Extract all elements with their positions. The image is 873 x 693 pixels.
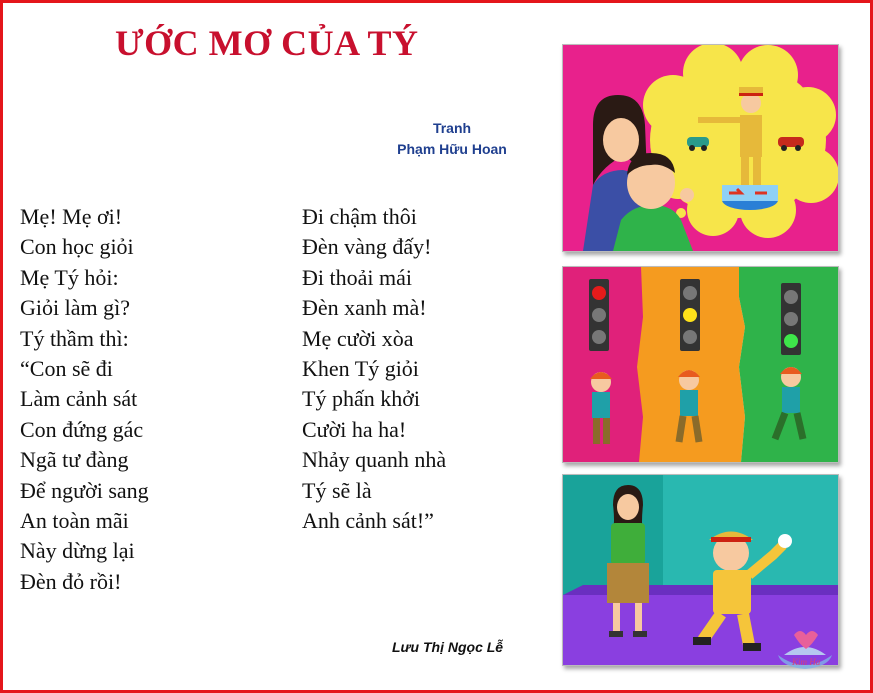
poem-line: Đèn đỏ rồi! [20,568,122,594]
poem-line: Cười ha ha! [302,416,407,442]
poem-line: Đi chậm thôi [302,204,417,229]
poem-line: Tý sẽ là [302,477,372,503]
poem-line: Giỏi làm gì? [20,295,130,321]
poem-line: Mẹ cười xòa [302,325,414,351]
illustration-credit [388,118,516,160]
poem-line: Nhảy quanh nhà [302,447,447,473]
poem-line: Tý phấn khởi [302,386,420,412]
poem-line: Mẹ Tý hỏi: [20,264,119,290]
traffic-light-yellow [680,279,700,351]
illustration-traffic-lights [562,266,839,463]
poem-line: “Con sẽ đi [20,356,113,382]
kim-ha-logo [770,615,840,675]
poem-line: Đèn vàng đấy! [302,234,432,260]
logo-text: Kim Ha [792,657,821,667]
credit-artist: Phạm Hữu Hoan [397,141,507,157]
poem-title: ƯỚC MƠ CỦA TÝ [115,23,419,63]
poem-line: Này dừng lại [20,538,135,564]
poem-line: Con học giỏi [20,234,134,260]
poem-line: Làm cảnh sát [20,386,138,412]
traffic-light-green [781,283,801,355]
poem-line: Đèn xanh mà! [302,295,427,321]
poem-line: Ngã tư đàng [20,447,129,473]
poem-line: Tý thầm thì: [20,325,129,351]
mother-child-illustration [563,45,838,251]
credit-label: Tranh [432,120,472,136]
traffic-light-red [589,279,609,351]
illustration-mother-and-child [562,44,839,252]
poem-author: Lưu Thị Ngọc Lễ [392,639,504,655]
poem-line: Đi thoải mái [302,264,412,290]
poem-line: An toàn mãi [20,508,129,534]
poem-column-2 [302,202,446,536]
logo-graphic [770,615,840,675]
traffic-lights-illustration [563,267,838,462]
poem-line: Con đứng gác [20,416,144,442]
poem-line: Khen Tý giỏi [302,356,419,382]
poem-column-1 [20,202,149,597]
poem-line: Để người sang [20,477,149,503]
poem-line: Anh cảnh sát!” [302,508,434,534]
poem-line: Mẹ! Mẹ ơi! [20,204,123,229]
